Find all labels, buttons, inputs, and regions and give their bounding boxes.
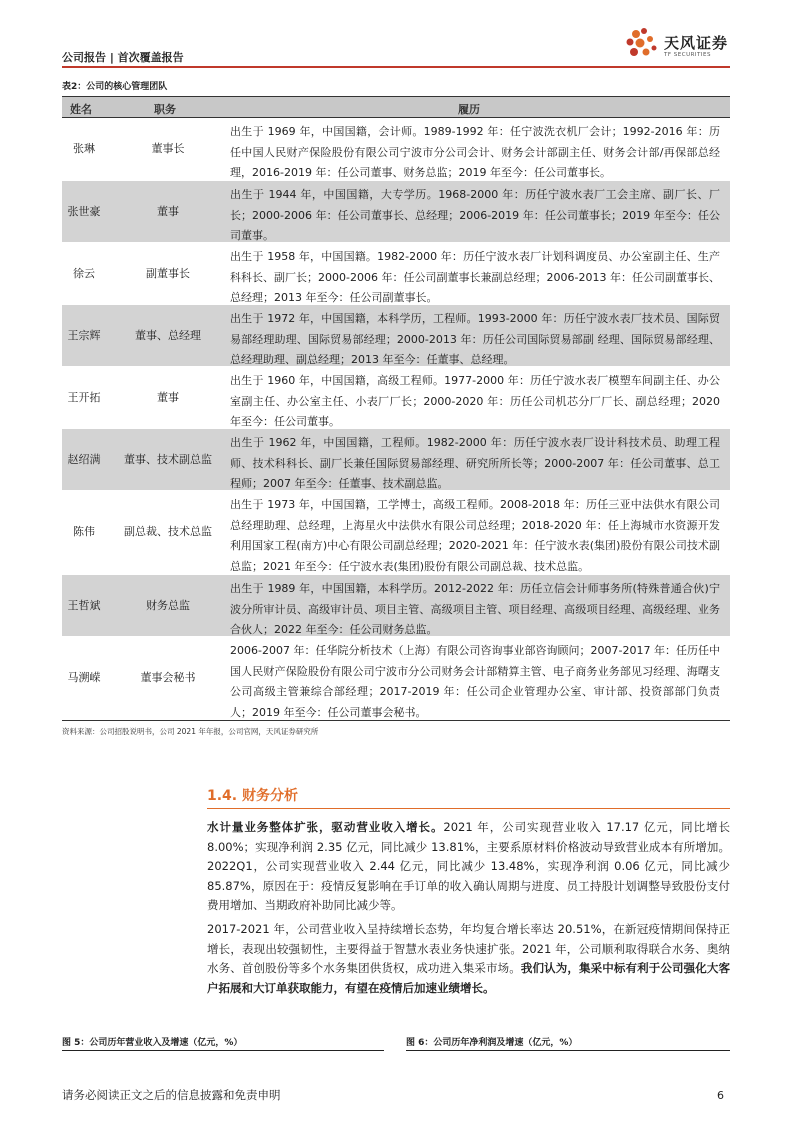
cell-bio: 出生于 1989 年，中国国籍，本科学历。2012-2022 年：历任立信会计师事务所(特殊普通合伙)宁波分所审计员、高级审计员、项目主管、高级项目主管、项目经理、高级项目经理、高级经理、业务合伙人；2022 年至今：任公司财务总监。	[230, 582, 720, 636]
report-type: 公司报告 | 首次覆盖报告	[62, 51, 184, 64]
cell-role: 董事	[157, 391, 179, 404]
figure-6-caption: 图 6：公司历年净利润及增速（亿元，%）	[406, 1038, 578, 1048]
col-header-role: 职务	[154, 103, 176, 116]
cell-name: 张世豪	[67, 205, 101, 218]
page-number: 6	[717, 1089, 724, 1102]
table-header	[62, 96, 730, 118]
logo-cn-text: 天风证券	[664, 34, 729, 52]
para2-conclusion: 我们认为，集采中标有利于公司强化大客户拓展和大订单获取能力，有望在疫情后加速业绩增长。	[207, 961, 730, 995]
cell-role: 副董事长	[146, 267, 190, 280]
company-logo	[622, 24, 737, 64]
table-bottom-rule	[62, 720, 730, 721]
cell-name: 王哲斌	[67, 599, 101, 612]
cell-bio: 出生于 1969 年，中国国籍，会计师。1989-1992 年：任宁波洗衣机厂会计；1992-2016 年：历任中国人民财产保险股份有限公司宁波市分公司会计、财务会计部副主任、财务会计部/再保部总经理，2016-2019 年：任公司董事、财务总监；2019 年至今：任公司董事长。	[230, 125, 720, 179]
cell-role: 董事会秘书	[140, 671, 196, 684]
cell-role: 董事长	[151, 142, 185, 155]
cell-name: 张琳	[73, 142, 95, 155]
table-row	[62, 305, 730, 367]
col-header-name: 姓名	[70, 103, 92, 116]
cell-role: 董事、技术副总监	[124, 453, 212, 466]
cell-bio: 出生于 1972 年，中国国籍，本科学历，工程师。1993-2000 年：历任宁波水表厂技术员、国际贸易部经理助理、国际贸易部经理；2000-2013 年：历任公司国际贸易部副 经理、国际贸易部经理、总经理助理、副总经理；2013 年至今：任董事、总经理。	[230, 312, 720, 366]
cell-bio: 出生于 1960 年，中国国籍，高级工程师。1977-2000 年：历任宁波水表厂模塑车间副主任、办公室副主任、办公室主任、小表厂厂长；2000-2020 年：历任公司机芯分厂厂长、副总经理；2020 年至今：任公司董事。	[230, 374, 720, 428]
table-row	[62, 575, 730, 637]
cell-role: 副总裁、技术总监	[124, 525, 212, 538]
table-row	[62, 243, 730, 305]
cell-role: 董事、总经理	[135, 329, 201, 342]
table-caption: 表2：公司的核心管理团队	[62, 82, 168, 92]
cell-name: 马溯嵘	[67, 671, 101, 684]
cell-name: 陈伟	[73, 525, 95, 538]
logo-en-text: TF SECURITIES	[664, 52, 711, 58]
table-source: 资料来源：公司招股说明书，公司 2021 年年报，公司官网，天风证券研究所	[62, 727, 319, 736]
para2-body: 2017-2021 年，公司营业收入呈持续增长态势，年均复合增长率达 20.51%，在新冠疫情期间保持正增长，表现出较强韧性，主要得益于智慧水表业务快速扩张。2021 年，公司顺利取得联合水务、奥纳水务、首创股份等多个水务集团供货权，成功进入集采市场。	[207, 922, 730, 975]
figure-6-rule	[406, 1050, 730, 1051]
cell-role: 财务总监	[146, 599, 190, 612]
cell-name: 赵绍满	[67, 453, 101, 466]
figure-5-caption: 图 5：公司历年营业收入及增速（亿元，%）	[62, 1038, 243, 1048]
cell-name: 徐云	[73, 267, 95, 280]
cell-bio: 2006-2007 年：任华院分析技术（上海）有限公司咨询事业部咨询顾问；2007-2017 年：任历任中国人民财产保险股份有限公司宁波市分公司财务会计部精算主管、电子商务业务部见习经理、海曙支公司高级主管兼综合部经理；2017-2019 年：任公司企业管理办公室、审计部、投资部部门负责人；2019 年至今：任公司董事会秘书。	[230, 644, 720, 719]
table-row	[62, 429, 730, 491]
para1-lead: 水计量业务整体扩张，驱动营业收入增长。	[207, 820, 444, 834]
table-row	[62, 491, 730, 575]
cell-name: 王宗辉	[67, 329, 101, 342]
cell-bio: 出生于 1973 年，中国国籍，工学博士，高级工程师。2008-2018 年：历任三亚中法供水有限公司总经理助理、总经理，上海星火中法供水有限公司总经理；2018-2020 年：任上海城市水资源开发利用国家工程(南方)中心有限公司副总经理；2020-2021 年：任宁波水表(集团)股份有限公司技术副总监；2021 年至今：任宁波水表(集团)股份有限公司副总裁、技术总监。	[230, 498, 720, 573]
cell-bio: 出生于 1962 年，中国国籍，工程师。1982-2000 年：历任宁波水表厂设计科技术员、助理工程师、技术科科长、副厂长兼任国际贸易部经理、研究所所长等；2000-2007 年：任公司董事、总工程师；2007 年至今：任董事、技术副总监。	[230, 436, 720, 490]
tf-logo-icon	[622, 24, 662, 64]
paragraph-2	[207, 920, 730, 998]
management-table	[62, 96, 730, 721]
footer-disclaimer: 请务必阅读正文之后的信息披露和免责申明	[62, 1088, 281, 1102]
table-row	[62, 637, 730, 721]
header-divider	[62, 66, 730, 68]
cell-role: 董事	[157, 205, 179, 218]
cell-bio: 出生于 1944 年，中国国籍，大专学历。1968-2000 年：历任宁波水表厂工会主席、副厂长、厂长；2000-2006 年：任公司董事长、总经理；2006-2019 年：任公司董事长；2019 年至今：任公司董事。	[230, 188, 720, 242]
col-header-bio: 履历	[458, 103, 480, 116]
figure-5-rule	[62, 1050, 384, 1051]
table-row	[62, 367, 730, 429]
section-divider	[207, 808, 730, 809]
paragraph-1	[207, 818, 730, 916]
para1-body: 2021 年，公司实现营业收入 17.17 亿元，同比增长 8.00%；实现净利润 2.35 亿元，同比减少 13.81%，主要系原材料价格波动导致营业成本有所增加。2022Q1，公司实现营业收入 2.44 亿元，同比减少 13.48%，实现净利润 0.06 亿元，同比减少 85.87%，原因在于：疫情反复影响在手订单的收入确认周期与进度、员工持股计划调整导致股份支付费用增加、当期政府补助同比减少等。	[207, 820, 730, 912]
cell-name: 王开拓	[67, 391, 101, 404]
section-title: 1.4. 财务分析	[207, 788, 298, 804]
table-row	[62, 118, 730, 181]
table-row	[62, 181, 730, 243]
cell-bio: 出生于 1958 年，中国国籍。1982-2000 年：历任宁波水表厂计划科调度员、办公室副主任、生产科科长、副厂长；2000-2006 年：任公司副董事长兼副总经理；2006-2013 年：任公司副董事长、总经理；2013 年至今：任公司副董事长。	[230, 250, 720, 304]
